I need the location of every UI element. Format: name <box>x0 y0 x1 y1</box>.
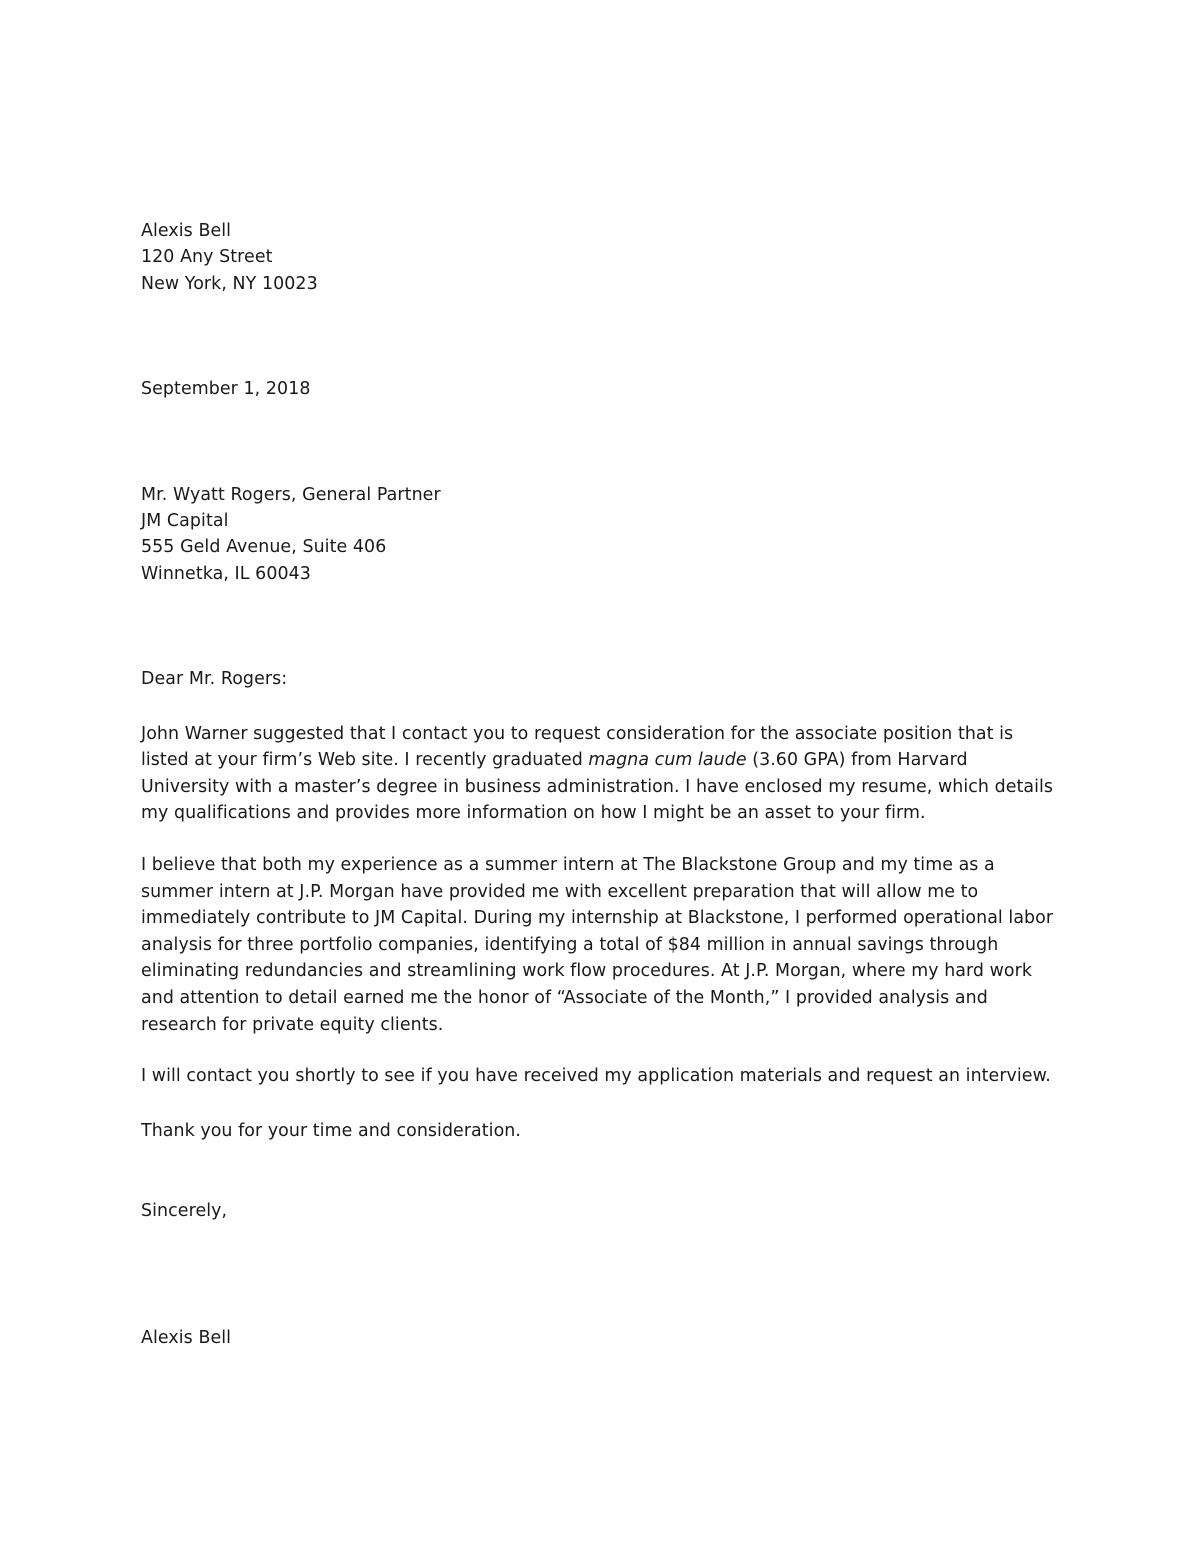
sender-address-block <box>141 218 1057 297</box>
body-paragraph-3: I will contact you shortly to see if you have received my application materials and request an interview. <box>141 1066 1051 1087</box>
paragraph-1-text-before-italic: John Warner suggested that I contact you to request consideration for the associate position that is listed at your firm’s Web site. I recently graduated <box>141 723 1014 771</box>
salutation <box>141 666 1057 692</box>
latin-honors-italic: magna cum laude <box>588 750 747 771</box>
body-paragraph-4: Thank you for your time and consideration. <box>141 1120 521 1141</box>
date-text: September 1, 2018 <box>141 379 311 400</box>
sender-city-state-zip: New York, NY 10023 <box>141 273 318 294</box>
recipient-street: 555 Geld Avenue, Suite 406 <box>141 537 387 558</box>
body-paragraph-1 <box>141 721 1057 827</box>
letter-body <box>141 218 1057 1351</box>
recipient-name-title: Mr. Wyatt Rogers, General Partner <box>141 484 441 505</box>
sender-street: 120 Any Street <box>141 247 273 268</box>
signature-name-text: Alexis Bell <box>141 1327 232 1348</box>
recipient-company: JM Capital <box>141 511 229 532</box>
closing-text: Sincerely, <box>141 1201 228 1222</box>
closing-salutation <box>141 1198 1057 1224</box>
recipient-city-state-zip: Winnetka, IL 60043 <box>141 563 311 584</box>
signature-block <box>141 1325 1057 1351</box>
sender-name: Alexis Bell <box>141 221 232 241</box>
paragraph-1-text-after-italic: (3.60 GPA) from Harvard University with a master’s degree in business administration. I have enclosed my resume, which details my qualifications and provides more information on how I might be an asset to your firm. <box>141 750 1054 824</box>
body-paragraph-2: I believe that both my experience as a summer intern at The Blackstone Group and my time as a summer intern at J.P. Morgan have provided me with excellent preparation that will allow me to immediately contribute to JM Capital. During my internship at Blackstone, I performed operational labor analysis for three portfolio companies, identifying a total of $84 million in annual savings through eliminating redundancies and streamlining work flow procedures. At J.P. Morgan, where my hard work and attention to detail earned me the honor of “Associate of the Month,” I provided analysis and research for private equity clients. <box>141 855 1054 1035</box>
recipient-address-block <box>141 482 1057 588</box>
letter-date <box>141 376 1057 402</box>
salutation-text: Dear Mr. Rogers: <box>141 669 288 690</box>
